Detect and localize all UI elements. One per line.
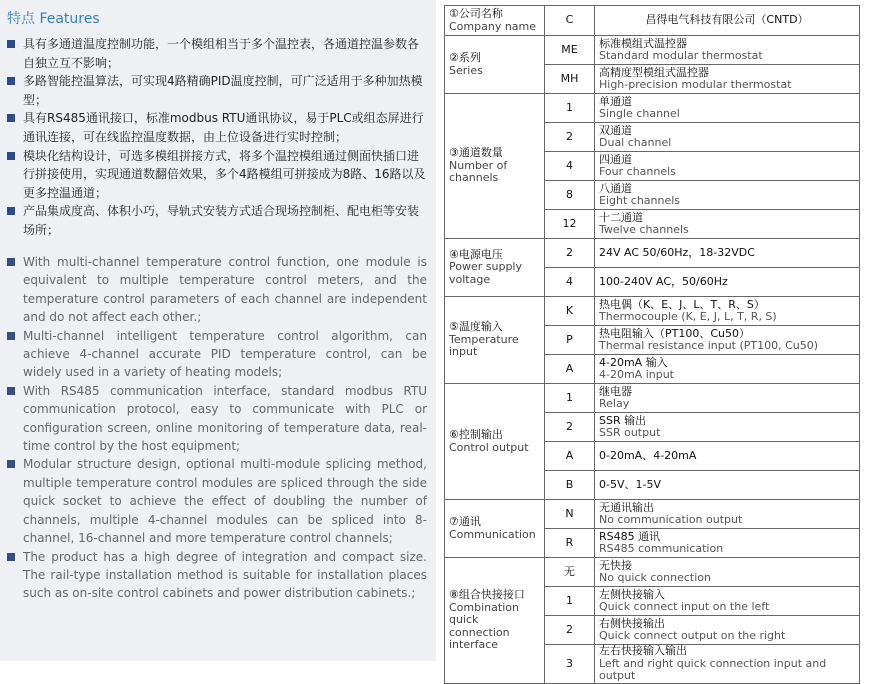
square-bullet-icon (7, 332, 15, 340)
spec-code: 8 (545, 181, 595, 210)
spec-category (445, 36, 545, 94)
description-cn: 热电偶（K、E、J、L、T、R、S） (599, 297, 765, 311)
spec-code: B (545, 471, 595, 500)
spec-description (595, 65, 860, 94)
features-cn-list (7, 35, 427, 240)
description-en: Four channels (599, 165, 676, 178)
description-en: Eight channels (599, 194, 681, 207)
spec-description (595, 6, 860, 36)
description-en: RS485 communication (599, 542, 724, 555)
spec-description (595, 616, 860, 645)
spec-category (445, 384, 545, 500)
description-cn: 右侧快接输出 (599, 616, 665, 630)
category-cn: ⑧组合快接接口 (449, 588, 525, 601)
feature-en-item (7, 253, 427, 327)
square-bullet-icon (7, 553, 15, 561)
spec-description (595, 210, 860, 239)
description-en: 4-20mA input (599, 368, 674, 381)
category-cn: ③通道数量 (449, 146, 503, 160)
description-cn: 热电阻输入（PT100、Cu50） (599, 326, 750, 340)
spec-description (595, 268, 860, 297)
description-en: No quick connection (599, 571, 711, 584)
description-cn: 十二通道 (599, 210, 643, 224)
spec-description (595, 239, 860, 268)
spec-code: 无 (545, 558, 595, 587)
spec-description (595, 587, 860, 616)
description-en: Twelve channels (599, 223, 689, 236)
square-bullet-icon (7, 387, 15, 395)
spec-description (595, 326, 860, 355)
spec-row (445, 239, 860, 268)
square-bullet-icon (7, 152, 15, 160)
spec-code: 2 (545, 413, 595, 442)
features-title: 特点 Features (7, 11, 100, 27)
description-cn: 左右快接输入输出 (599, 644, 687, 657)
spec-row (445, 36, 860, 65)
description-cn: 继电器 (599, 384, 632, 398)
spec-description (595, 36, 860, 65)
category-en: Control output (449, 440, 529, 454)
category-en: Combination quick connection interface (449, 600, 519, 651)
spec-row (445, 94, 860, 123)
square-bullet-icon (7, 40, 15, 48)
spec-description (595, 500, 860, 529)
features-panel (0, 0, 436, 661)
description-cn: 高精度型模组式温控器 (599, 65, 709, 79)
spec-description (595, 94, 860, 123)
feature-en-item-text: With RS485 communication interface, standard modbus RTU communication protocol, easy to communicate with PLC or configuration screen, online monitoring of temperature data, real-time control by the host equipment; (23, 383, 427, 454)
spec-category (445, 6, 545, 36)
category-en: Communication (449, 527, 536, 541)
feature-en-item-text: Multi-channel intelligent temperature control algorithm, can achieve 4-channel accurate PID temperature control, can be widely used in a variety of heating models; (23, 328, 427, 380)
category-cn: ⑤温度输入 (449, 320, 503, 334)
description-en: Left and right quick connection input and output (599, 656, 827, 682)
spec-code: 1 (545, 384, 595, 413)
feature-cn-item (7, 72, 427, 109)
feature-cn-item (7, 109, 427, 146)
spec-description (595, 413, 860, 442)
feature-cn-item-text: 具有RS485通讯接口，标准modbus RTU通讯协议，易于PLC或组态屏进行通讯连接，可在线监控温度数据，由上位设备进行实时控制； (23, 111, 424, 144)
spec-description (595, 297, 860, 326)
spec-description (595, 442, 860, 471)
description-en: Thermal resistance input (PT100, Cu50) (599, 339, 819, 352)
category-en: Temperature input (449, 332, 519, 359)
description-cn: 左侧快接输入 (599, 587, 665, 601)
spec-description (595, 384, 860, 413)
category-cn: ①公司名称 (449, 7, 503, 20)
description-cn: 昌得电气科技有限公司（CNTD） (645, 13, 809, 27)
description-cn: SSR 输出 (599, 413, 647, 427)
spec-code: 4 (545, 268, 595, 297)
spec-description (595, 355, 860, 384)
description-cn: RS485 通讯 (599, 529, 661, 543)
description-en: Single channel (599, 107, 680, 120)
description-en: Quick connect output on the right (599, 629, 786, 642)
spec-category (445, 500, 545, 558)
description-cn: 0-20mA、4-20mA (599, 448, 697, 462)
square-bullet-icon (7, 207, 15, 215)
square-bullet-icon (7, 258, 15, 266)
category-en: Power supply voltage (449, 260, 522, 286)
feature-cn-item (7, 202, 427, 239)
spec-row (445, 6, 860, 36)
category-cn: ④电源电压 (449, 247, 503, 261)
spec-category (445, 297, 545, 384)
feature-en-item (7, 327, 427, 382)
description-cn: 单通道 (599, 94, 632, 108)
square-bullet-icon (7, 77, 15, 85)
description-cn: 标准模组式温控器 (599, 36, 687, 50)
category-cn: ⑦通讯 (449, 515, 481, 528)
feature-en-item (7, 382, 427, 456)
spec-code: R (545, 529, 595, 558)
category-cn: ⑥控制输出 (449, 428, 503, 441)
category-en: Company name (449, 19, 537, 33)
spec-code: ME (545, 36, 595, 65)
feature-cn-item-text: 产品集成度高、体积小巧，导轨式安装方式适合现场控制柜、配电柜等安装场所； (23, 204, 420, 237)
description-cn: 4-20mA 输入 (599, 355, 668, 369)
spec-code: A (545, 442, 595, 471)
spec-code: 3 (545, 645, 595, 684)
category-en: Number of channels (449, 158, 508, 185)
spec-code: 2 (545, 616, 595, 645)
feature-en-item-text: Modular structure design, optional multi-module splicing method, multiple temperature control modules are spliced through the side quick socket to achieve the effect of doubling the number of channels, multiple 4-channel modules can be spliced into 8-channel, 16-channel and more temperature control channels; (23, 457, 427, 546)
description-cn: 100-240V AC，50/60Hz (599, 274, 728, 288)
spec-code: A (545, 355, 595, 384)
spec-description (595, 123, 860, 152)
features-en-list (7, 253, 427, 603)
feature-cn-item (7, 147, 427, 203)
spec-description (595, 529, 860, 558)
category-en: Series (449, 63, 483, 77)
description-cn: 0-5V、1-5V (599, 477, 661, 491)
feature-cn-item-text: 多路智能控温算法，可实现4路精确PID温度控制，可广泛适用于多种加热模型； (23, 74, 423, 107)
spec-code: 4 (545, 152, 595, 181)
spec-description (595, 181, 860, 210)
spec-category (445, 94, 545, 239)
feature-cn-item (7, 35, 427, 72)
description-cn: 双通道 (599, 123, 632, 137)
feature-cn-item-text: 模块化结构设计，可选多模组拼接方式，将多个温控模组通过侧面快插口进行拼接使用，实现通道数翻倍效果，多个4路模组可拼接成为8路、16路以及更多控温通道； (23, 148, 426, 200)
description-cn: 八通道 (599, 181, 632, 195)
feature-en-item (7, 548, 427, 603)
spec-code: 1 (545, 587, 595, 616)
description-en: Relay (599, 397, 630, 410)
model-spec-table (444, 5, 860, 684)
spec-description (595, 152, 860, 181)
spec-description (595, 471, 860, 500)
description-cn: 无通讯输出 (599, 500, 654, 514)
spec-row (445, 500, 860, 529)
spec-category (445, 558, 545, 684)
feature-cn-item-text: 具有多通道温度控制功能，一个模组相当于多个温控表，各通道控温参数各自独立互不影响； (23, 37, 420, 70)
description-en: Standard modular thermostat (599, 49, 763, 62)
spec-row (445, 297, 860, 326)
description-cn: 四通道 (599, 152, 632, 166)
description-en: Thermocouple (K, E, J, L, T, R, S) (599, 310, 777, 323)
description-en: Quick connect input on the left (599, 600, 770, 613)
spec-code: 2 (545, 123, 595, 152)
spec-code: 12 (545, 210, 595, 239)
spec-row (445, 558, 860, 587)
spec-code: 1 (545, 94, 595, 123)
spec-category (445, 239, 545, 297)
spec-code: C (545, 6, 595, 36)
description-cn: 24V AC 50/60Hz，18-32VDC (599, 245, 755, 259)
description-cn: 无快接 (599, 558, 632, 572)
description-en: No communication output (599, 513, 743, 526)
spec-description (595, 558, 860, 587)
spec-code: P (545, 326, 595, 355)
spec-row (445, 384, 860, 413)
spec-code: 2 (545, 239, 595, 268)
square-bullet-icon (7, 114, 15, 122)
spec-code: K (545, 297, 595, 326)
feature-en-item-text: With multi-channel temperature control function, one module is equivalent to multiple temperature control meters, and the temperature control parameters of each channel are independent and do not affect each other.; (23, 255, 427, 325)
square-bullet-icon (7, 460, 15, 468)
description-en: SSR output (599, 426, 661, 439)
spec-code: N (545, 500, 595, 529)
spec-code: MH (545, 65, 595, 94)
spec-description (595, 645, 860, 684)
feature-en-item-text: The product has a high degree of integration and compact size. The rail-type installation method is suitable for installation places such as on-site control cabinets and power distribution cabinets.; (23, 549, 427, 601)
description-en: High-precision modular thermostat (599, 78, 792, 91)
description-en: Dual channel (599, 136, 672, 149)
feature-en-item (7, 455, 427, 547)
category-cn: ②系列 (449, 51, 481, 64)
